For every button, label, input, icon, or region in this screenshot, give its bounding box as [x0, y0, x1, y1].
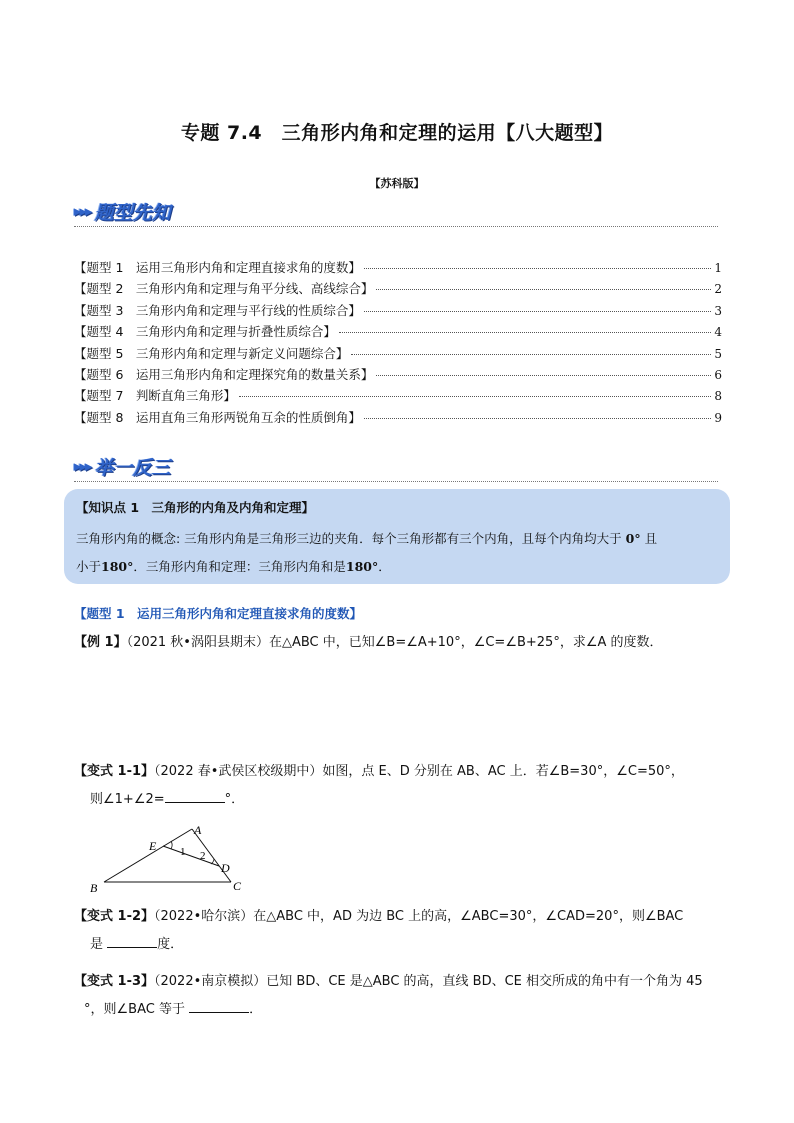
toc-leader	[376, 289, 711, 290]
knowledge-text: 小于	[76, 559, 102, 574]
toc-leader	[364, 418, 711, 419]
toc-label: 【题型 5 三角形内角和定理与新定义问题综合】	[74, 345, 349, 361]
question-label: 【变式 1-3】	[74, 974, 155, 989]
question-text: （2021 秋•涡阳县期末）在△ABC 中，已知∠B=∠A+10°，∠C=∠B+25°，求∠A 的度数．	[126, 635, 663, 650]
section-banner-practice	[74, 453, 171, 479]
arrow-icon: ▸▸▸	[74, 457, 91, 475]
toc-item[interactable]	[74, 408, 722, 429]
knowledge-text: 且	[644, 531, 658, 546]
variant-1-3	[74, 968, 724, 1024]
label-b: B	[90, 881, 98, 895]
page-title: 专题 7.4 三角形内角和定理的运用【八大题型】	[180, 122, 614, 144]
question-text: °．	[224, 792, 245, 807]
label-a: A	[194, 823, 202, 837]
question-text: （2022 春•武侯区校级期中）如图，点 E、D 分别在 AB、AC 上．若∠B=30°，∠C=50°，	[154, 764, 684, 779]
question-label: 【变式 1-2】	[74, 909, 155, 924]
question-label: 【变式 1-1】	[74, 764, 155, 779]
angle-2-arc	[211, 859, 214, 864]
knowledge-heading: 【知识点 1 三角形的内角及内角和定理】	[76, 500, 315, 515]
arrow-icon: ▸▸▸	[74, 202, 91, 220]
toc-item[interactable]	[74, 301, 722, 322]
toc-label: 【题型 6 运用三角形内角和定理探究角的数量关系】	[74, 366, 374, 382]
knowledge-text: ．	[378, 559, 391, 574]
question-text: 是	[90, 937, 108, 952]
answer-blank[interactable]	[165, 788, 225, 803]
knowledge-value: 180°	[101, 559, 134, 574]
question-text: 度．	[157, 937, 184, 952]
variant-1-1	[74, 758, 724, 814]
banner-text: 举一反三	[94, 456, 171, 479]
toc-item[interactable]	[74, 258, 722, 279]
toc-page: 4	[714, 325, 722, 340]
knowledge-value: 180°	[345, 559, 379, 574]
toc-page: 9	[714, 410, 722, 425]
toc-page: 1	[714, 261, 722, 275]
side-ab	[104, 829, 192, 882]
toc-leader	[376, 375, 711, 376]
toc-label: 【题型 7 判断直角三角形】	[74, 388, 236, 404]
toc-page: 2	[714, 282, 722, 297]
toc-label: 【题型 3 三角形内角和定理与平行线的性质综合】	[74, 302, 361, 318]
toc-item[interactable]	[74, 279, 722, 300]
question-label: 【例 1】	[74, 635, 127, 650]
label-c: C	[233, 879, 242, 893]
divider	[74, 481, 718, 482]
label-e: E	[149, 839, 157, 853]
toc-leader	[364, 311, 711, 312]
section-banner-preview	[74, 198, 171, 224]
triangle-figure	[84, 822, 254, 898]
toc-item[interactable]	[74, 322, 722, 343]
answer-blank[interactable]	[107, 933, 157, 948]
toc-leader	[339, 332, 711, 333]
knowledge-text: ．三角形内角和定理：三角形内角和是	[133, 559, 346, 574]
label-angle-1: 1	[180, 846, 186, 858]
divider	[74, 226, 718, 227]
table-of-contents	[74, 258, 722, 429]
toc-label: 【题型 2 三角形内角和定理与角平分线、高线综合】	[74, 281, 374, 297]
toc-leader	[351, 354, 711, 355]
toc-page: 8	[714, 389, 722, 404]
question-text: （2022•哈尔滨）在△ABC 中，AD 为边 BC 上的高，∠ABC=30°，∠CAD=20°，则∠BAC	[154, 909, 684, 924]
toc-leader	[239, 396, 711, 397]
label-d: D	[221, 861, 230, 875]
toc-page: 5	[714, 346, 722, 361]
knowledge-box	[64, 489, 730, 584]
toc-label: 【题型 1 运用三角形内角和定理直接求角的度数】	[74, 260, 361, 275]
toc-label: 【题型 4 三角形内角和定理与折叠性质综合】	[74, 324, 336, 340]
knowledge-text: 三角形内角的概念: 三角形内角是三角形三边的夹角．每个三角形都有三个内角，且每个内角均大于	[76, 531, 622, 546]
question-text: °，则∠BAC 等于	[84, 1002, 190, 1017]
question-text: 则∠1+∠2=	[90, 792, 165, 807]
section-heading: 【题型 1 运用三角形内角和定理直接求角的度数】	[74, 606, 363, 621]
toc-leader	[364, 268, 711, 269]
toc-item[interactable]	[74, 365, 722, 386]
question-text: ．	[249, 1002, 263, 1017]
toc-item[interactable]	[74, 386, 722, 407]
toc-item[interactable]	[74, 344, 722, 365]
knowledge-body	[76, 525, 724, 581]
question-text: （2022•南京模拟）已知 BD、CE 是△ABC 的高，直线 BD、CE 相交所成的角中有一个角为 45	[154, 974, 703, 989]
label-angle-2: 2	[200, 850, 206, 862]
edition-label: 【苏科版】	[369, 177, 425, 190]
answer-blank[interactable]	[189, 998, 249, 1013]
toc-page: 6	[714, 367, 722, 382]
example-1	[74, 629, 724, 657]
knowledge-value: 0°	[625, 531, 641, 546]
angle-1-arc	[171, 841, 172, 849]
variant-1-2	[74, 903, 724, 959]
banner-text: 题型先知	[94, 201, 171, 224]
toc-page: 3	[714, 303, 722, 318]
toc-label: 【题型 8 运用直角三角形两锐角互余的性质倒角】	[74, 409, 361, 425]
